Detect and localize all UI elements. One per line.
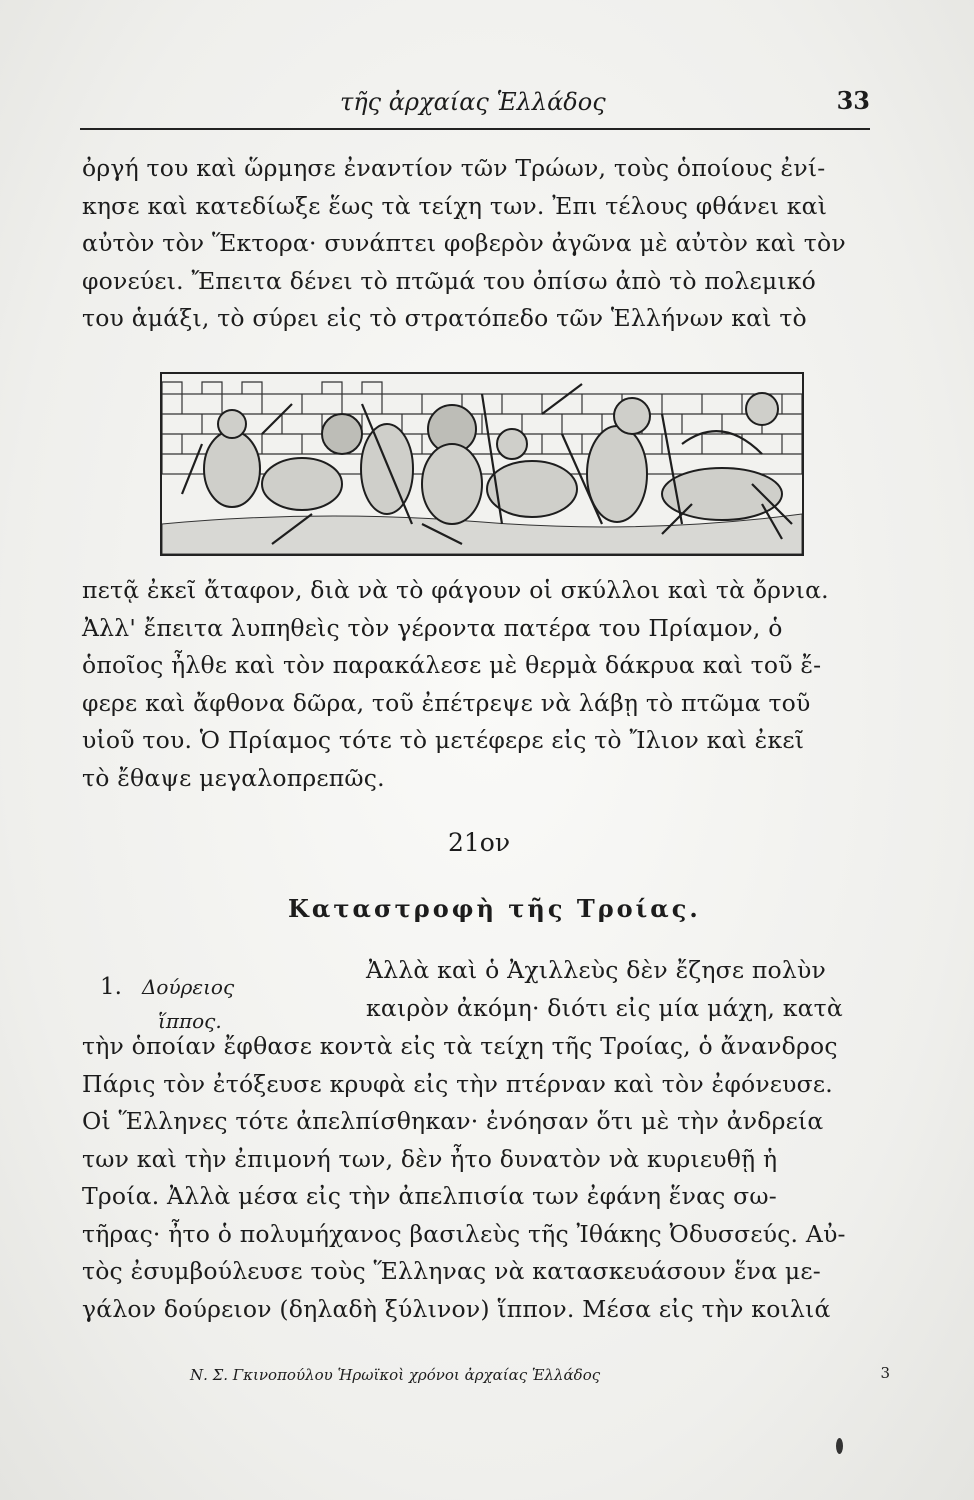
text-line: Τροία. Ἀλλὰ μέσα εἰς τὴν ἀπελπισία των ἐφάνη ἕνας σω- (82, 1182, 777, 1210)
text-line: του ἁμάξι, τὸ σύρει εἰς τὸ στρατόπεδο τῶν Ἑλλήνων καὶ τὸ (82, 304, 807, 332)
text-line: φερε καὶ ἄφθονα δῶρα, τοῦ ἐπέτρεψε νὰ λάβῃ τὸ πτῶμα τοῦ (82, 688, 811, 717)
text-line: τὴν ὁποίαν ἔφθασε κοντὰ εἰς τὰ τείχη τῆς Τροίας, ὁ ἄνανδρος (82, 1032, 838, 1060)
text-line: Πάρις τὸν ἐτόξευσε κρυφὰ εἰς τὴν πτέρναν καὶ τὸν ἐφόνευσε. (82, 1069, 833, 1098)
text-line: πετᾷ ἐκεῖ ἄταφον, διὰ νὰ τὸ φάγουν οἱ σκύλλοι καὶ τὰ ὄρνια. (82, 576, 829, 604)
paragraph-3 (82, 1028, 872, 1328)
header-rule (80, 128, 870, 130)
margin-note-text: Δούρειος (141, 975, 235, 999)
text-line: Ἀλλὰ καὶ ὁ Ἀχιλλεὺς δὲν ἔζησε πολὺν (366, 956, 826, 984)
section-number: 1. (100, 974, 122, 1000)
text-line: των καὶ τὴν ἐπιμονή των, δὲν ἦτο δυνατὸν νὰ κυριευθῇ ἡ (82, 1144, 778, 1173)
text-line: τὸς ἐσυμβούλευσε τοὺς Ἕλληνας νὰ κατασκευάσουν ἕνα με- (82, 1257, 821, 1285)
footer (190, 1366, 890, 1392)
margin-note-line (100, 970, 290, 1004)
text-line: Οἱ Ἕλληνες τότε ἀπελπίσθηκαν· ἐνόησαν ὅτι μὲ τὴν ἀνδρεία (82, 1107, 824, 1135)
chapter-number: 21ον (448, 828, 511, 857)
running-header (80, 88, 870, 122)
page-number: 33 (836, 86, 870, 115)
margin-note-line: ἵππος. (158, 1009, 222, 1033)
text-line: υἱοῦ του. Ὁ Πρίαμος τότε τὸ μετέφερε εἰς τὸ Ἴλιον καὶ ἐκεῖ (82, 726, 805, 754)
text-line: γάλον δούρειον (δηλαδὴ ξύλινον) ἵππον. Μέσα εἰς τὴν κοιλιά (82, 1294, 831, 1323)
battle-scene-drawing (162, 374, 802, 554)
footer-text: Ν. Σ. Γκινοπούλου Ἡρωϊκοὶ χρόνοι ἀρχαίας Ἑλλάδος (190, 1366, 601, 1384)
chapter-title: Καταστροφὴ τῆς Τροίας. (288, 894, 701, 923)
text-line: φονεύει. Ἔπειτα δένει τὸ πτῶμά του ὀπίσω ἀπὸ τὸ πολεμικό (82, 266, 816, 295)
text-line: τὸ ἔθαψε μεγαλοπρεπῶς. (82, 763, 385, 792)
text-line: Ἀλλ' ἔπειτα λυπηθεὶς τὸν γέροντα πατέρα του Πρίαμον, ὁ (82, 613, 783, 642)
ink-blot (836, 1438, 843, 1454)
paragraph-2 (82, 572, 872, 797)
text-line: καιρὸν ἀκόμη· διότι εἰς μία μάχη, κατὰ (366, 993, 843, 1022)
text-line: τῆρας· ἦτο ὁ πολυμήχανος βασιλεὺς τῆς Ἰθάκης Ὀδυσσεύς. Αὐ- (82, 1219, 846, 1248)
paragraph-3-opening (366, 952, 876, 1027)
running-title: τῆς ἀρχαίας Ἑλλάδος (340, 88, 606, 116)
signature-mark: 3 (880, 1364, 890, 1382)
text-line: αὐτὸν τὸν Ἕκτορα· συνάπτει φοβερὸν ἀγῶνα μὲ αὐτὸν καὶ τὸν (82, 229, 846, 257)
paragraph-1 (82, 150, 872, 338)
battle-scene-illustration (160, 372, 804, 556)
text-line: ὀργή του καὶ ὥρμησε ἐναντίον τῶν Τρώων, τοὺς ὁποίους ἐνί- (82, 154, 826, 182)
text-line: ὁποῖος ἦλθε καὶ τὸν παρακάλεσε μὲ θερμὰ δάκρυα καὶ τοῦ ἔ- (82, 651, 822, 679)
text-line: κησε καὶ κατεδίωξε ἕως τὰ τείχη των. Ἐπι τέλους φθάνει καὶ (82, 191, 828, 220)
